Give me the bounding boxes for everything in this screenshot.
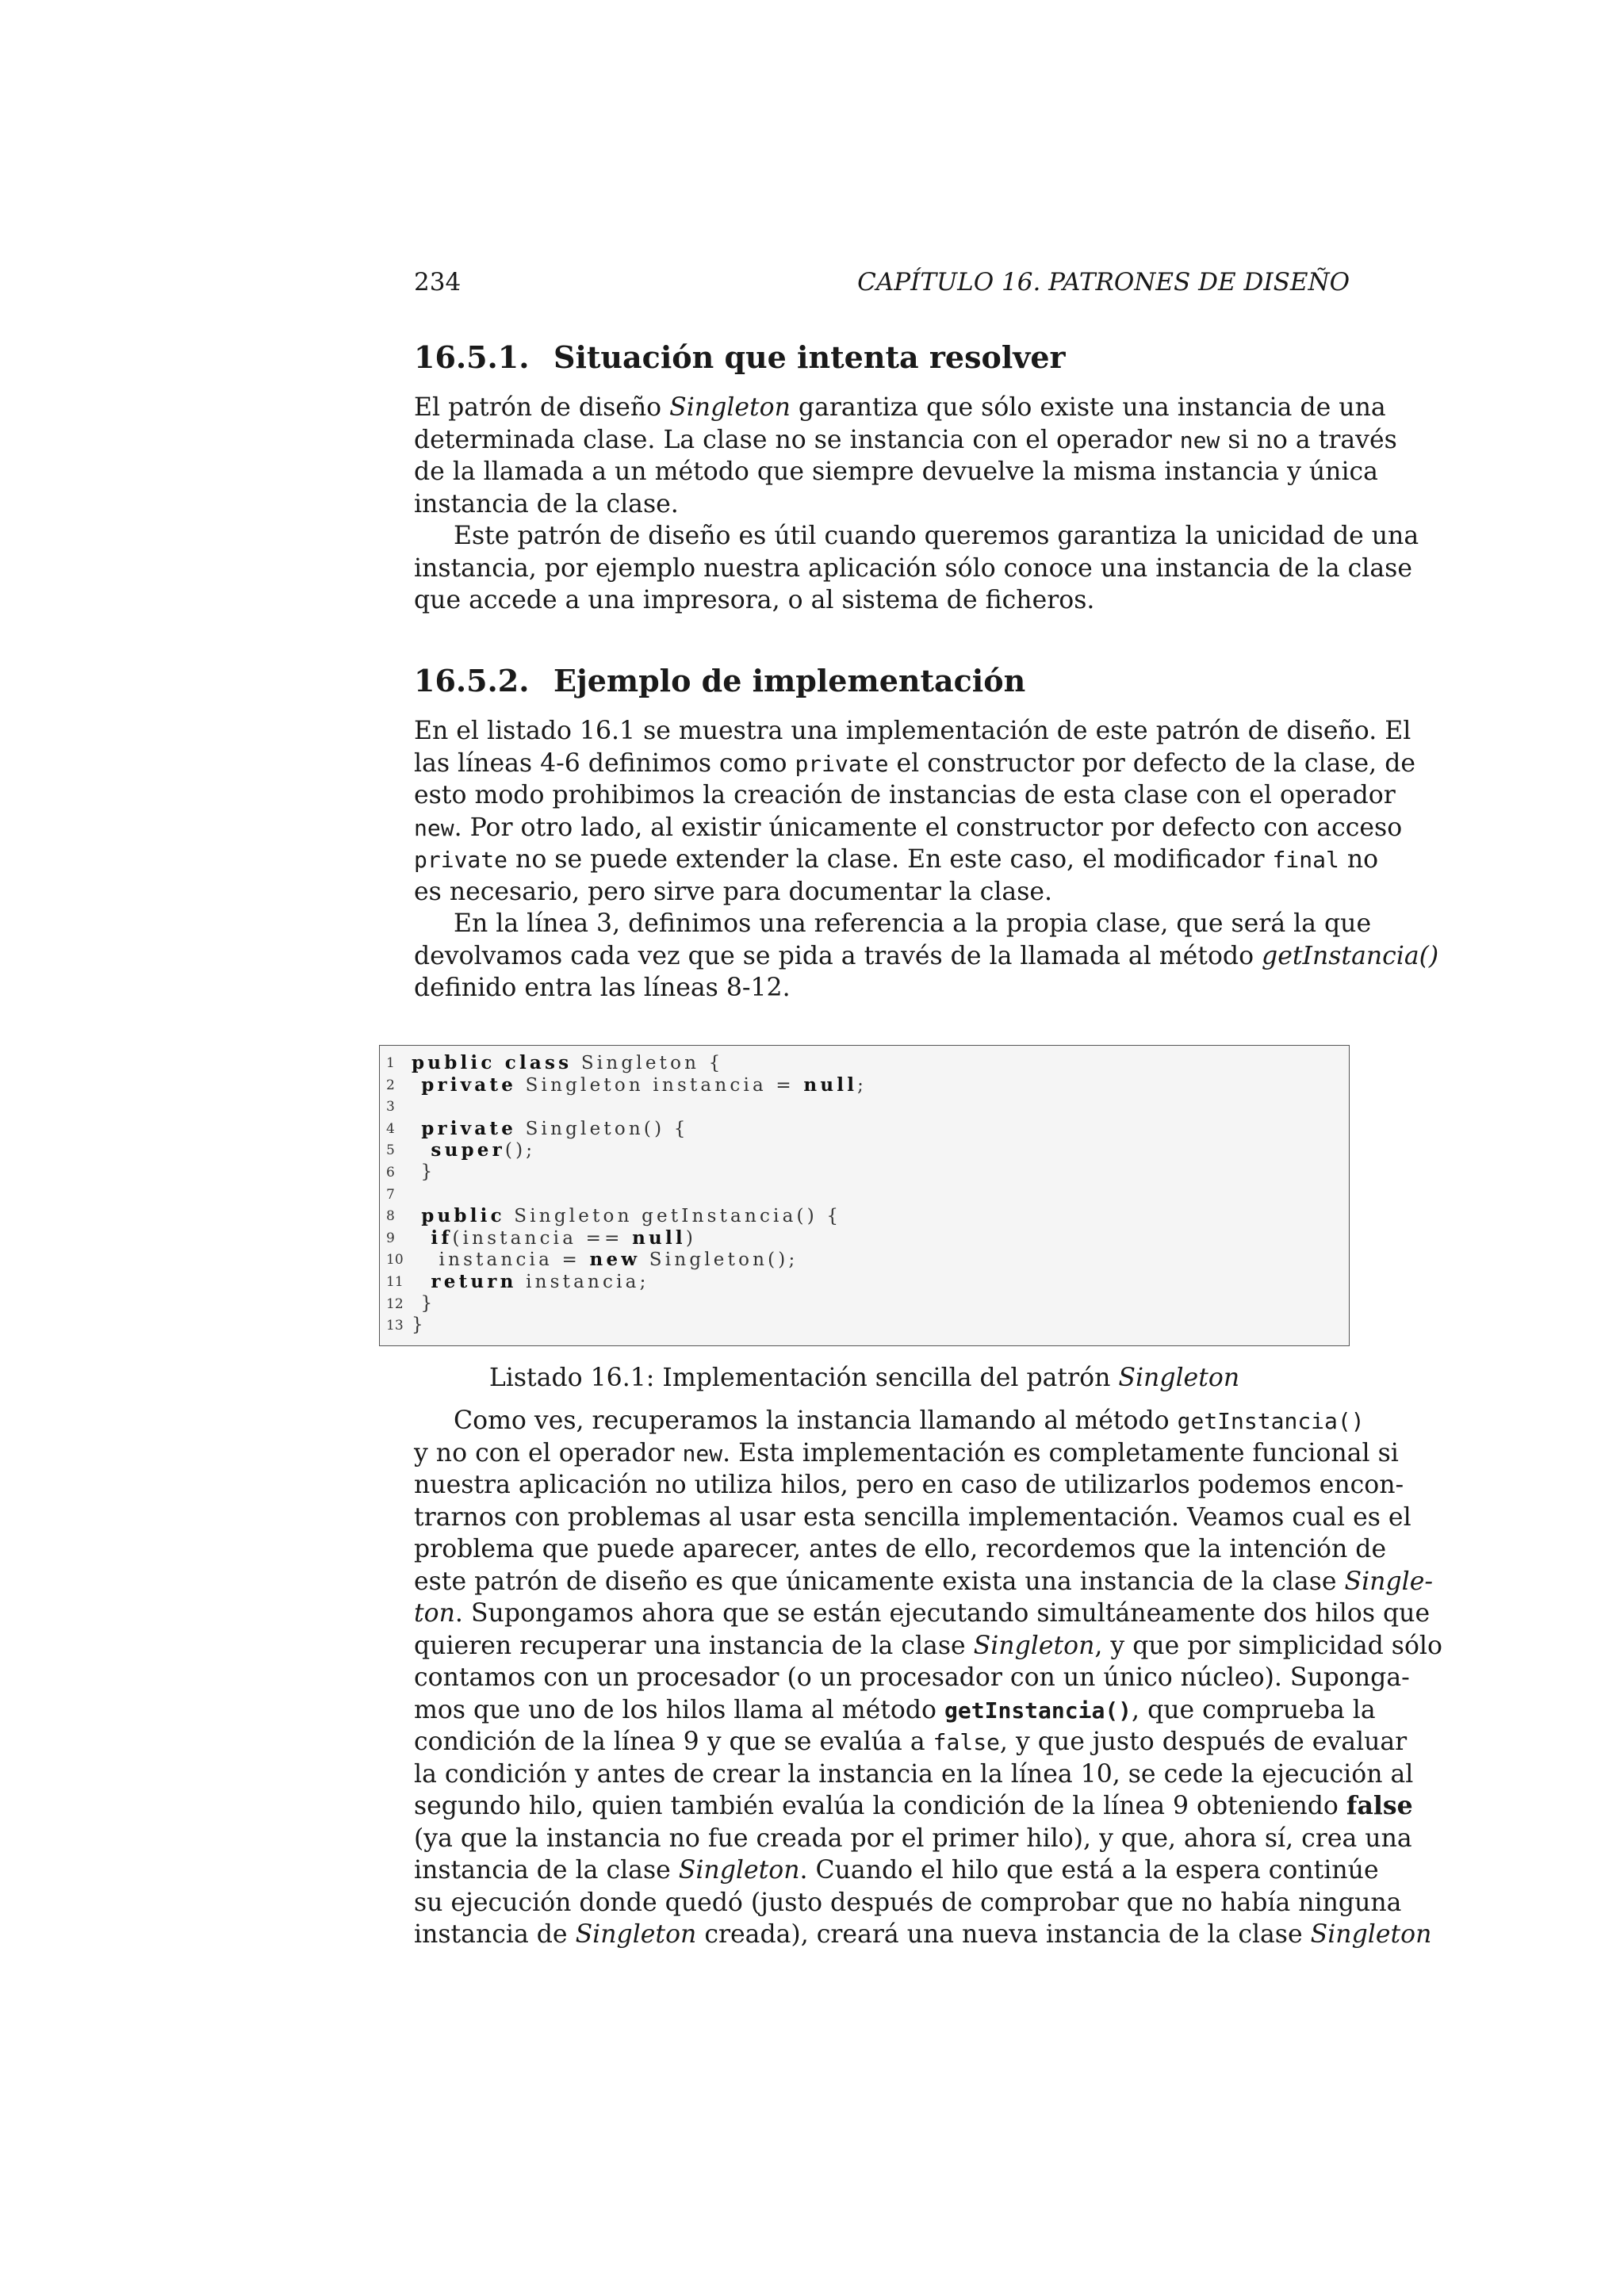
code-text [412,1227,696,1249]
text-run: garantiza que sólo existe una instancia de una [790,393,1386,422]
text-line [414,812,1403,844]
running-header [414,268,1350,303]
section-title: Situación que intenta resolver [553,339,1066,375]
text-line: nuestra aplicación no utiliza hilos, pero en caso de utilizarlos podemos encon- [414,1471,1404,1499]
code-token: Singleton { [572,1053,724,1073]
text-run: El patrón de diseño [414,393,670,422]
text-run-italic: Singleton [669,393,791,422]
text-run: no [1339,845,1379,874]
text-line: instancia, por ejemplo nuestra aplicación sólo conoce una instancia de la clase [414,553,1412,583]
text-run: si no a través [1220,425,1397,454]
code-text [412,1293,435,1314]
paragraph-threading-problem [414,1405,1442,1951]
inline-code: getInstancia() [944,1697,1132,1724]
text-line [414,1726,1408,1758]
page-number: 234 [414,268,462,297]
text-line: contamos con un procesador (o un procesador con un único núcleo). Suponga- [414,1663,1410,1692]
text-line: esto modo prohibimos la creación de instancias de esta clase con el operador [414,781,1396,809]
section-heading-16-5-1 [414,339,1066,375]
text-run: creada), creará una nueva instancia de la clase [696,1920,1311,1949]
text-line [414,392,1386,424]
text-line [414,940,1439,973]
code-token: (); [504,1140,536,1161]
line-number: 5 [386,1142,395,1159]
code-text [412,1249,798,1270]
code-keyword: new [589,1249,641,1271]
text-line: problema que puede aparecer, antes de ello, recordemos que la intención de [414,1535,1387,1563]
code-token: instancia = [412,1249,590,1271]
code-token: } [412,1292,436,1314]
text-run: el constructor por defecto de la clase, de [888,748,1416,778]
inline-code: new [1179,427,1220,453]
text-run: este patrón de diseño es que únicamente exista una instancia de la clase [414,1567,1345,1596]
text-line [414,1790,1413,1823]
code-text [412,1074,867,1096]
paragraph-implementation [414,715,1416,908]
text-line [414,1630,1442,1663]
text-run-italic: Singleton [1310,1920,1432,1949]
text-line [414,424,1397,457]
code-token: ) [685,1227,697,1249]
text-run: devolvamos cada vez que se pida a través de la llamada al método [414,941,1262,970]
text-line [414,1694,1376,1727]
chapter-title: CAPÍTULO 16. PATRONES DE DISEÑO [857,268,1350,297]
text-run: . Esta implementación es completamente funcional si [722,1438,1399,1468]
inline-code: false [933,1729,1000,1755]
code-token: Singleton() { [516,1118,689,1139]
code-text [412,1118,689,1139]
line-number: 4 [386,1120,395,1137]
code-keyword: private [412,1073,517,1096]
caption-text: Listado 16.1: Implementación sencilla del patrón [488,1364,1119,1392]
inline-code: new [414,814,454,841]
line-number: 6 [386,1165,395,1181]
paragraph-singleton-usefulness [414,520,1419,617]
caption-text-italic: Singleton [1118,1364,1240,1392]
text-run: , y que justo después de evaluar [999,1728,1408,1756]
code-text [412,1271,649,1292]
text-run: Como ves, recuperamos la instancia llamando al método [454,1406,1178,1435]
inline-code: final [1272,847,1339,873]
text-run: y no con el operador [414,1438,683,1468]
text-line: la condición y antes de crear la instancia en la línea 10, se cede la ejecución al [414,1759,1414,1789]
text-line: su ejecución donde quedó (justo después de comprobar que no había ninguna [414,1888,1402,1917]
text-run-italic: Singleton [678,1856,800,1885]
code-token: } [412,1161,436,1182]
text-run: segundo hilo, quien también evalúa la condición de la línea 9 obteniendo [414,1792,1346,1820]
text-run-bold: false [1346,1791,1413,1820]
text-line [414,1566,1433,1598]
text-run-italic: Single- [1344,1567,1433,1596]
line-number: 11 [386,1274,404,1290]
text-run-italic: Singleton [973,1631,1095,1660]
code-keyword: public [412,1205,505,1227]
text-run: instancia de [414,1920,576,1949]
text-line [414,1919,1432,1951]
code-listing [379,1045,1350,1346]
text-line: instancia de la clase. [414,489,679,519]
code-text [412,1161,435,1182]
paragraph-reference [414,908,1439,1004]
section-number: 16.5.1. [414,339,530,375]
text-run: . Por otro lado, al existir únicamente el constructor por defecto con acceso [454,813,1403,842]
code-keyword: if [412,1226,453,1249]
text-run: condición de la línea 9 y que se evalúa a [414,1728,933,1756]
text-line [414,1437,1399,1470]
code-keyword: private [412,1117,517,1139]
code-text [412,1205,841,1226]
code-token: } [412,1314,427,1336]
text-run: instancia de la clase [414,1856,679,1885]
text-line [414,748,1416,780]
text-line: trarnos con problemas al usar esta sencilla implementación. Veamos cual es el [414,1502,1411,1532]
code-token: Singleton instancia = [516,1074,804,1096]
code-keyword: public class [412,1052,573,1073]
code-text [412,1139,535,1161]
text-line: que accede a una impresora, o al sistema de ficheros. [414,586,1095,614]
inline-code: private [795,750,889,777]
text-run: las líneas 4-6 definimos como [414,748,795,778]
text-line: Este patrón de diseño es útil cuando queremos garantiza la unicidad de una [454,522,1419,550]
text-run: . Supongamos ahora que se están ejecutando simultáneamente dos hilos que [454,1599,1431,1628]
text-run: , que comprueba la [1132,1695,1376,1724]
line-number: 1 [386,1055,395,1071]
text-line: En la línea 3, definimos una referencia a la propia clase, que será la que [454,909,1372,938]
section-title: Ejemplo de implementación [553,663,1026,698]
line-number: 8 [386,1208,395,1225]
code-text [412,1314,427,1335]
paragraph-singleton-intro [414,392,1397,520]
section-heading-16-5-2 [414,663,1025,698]
code-token: ; [857,1074,868,1096]
text-run-italic: Singleton [575,1920,697,1949]
inline-code: getInstancia() [1177,1408,1365,1434]
code-keyword: null [632,1226,686,1249]
listing-caption [379,1364,1350,1392]
text-run-italic: getInstancia() [1262,941,1439,970]
code-keyword: super [412,1139,505,1161]
inline-code: private [414,847,508,873]
code-token: Singleton(); [640,1249,799,1271]
line-number: 10 [386,1252,404,1269]
line-number: 2 [386,1077,395,1093]
text-line [414,1854,1379,1887]
code-token: Singleton getInstancia() { [504,1206,842,1227]
code-token: instancia; [516,1272,649,1292]
text-run: no se puede extender la clase. En este caso, el modificador [508,845,1273,874]
code-keyword: return [412,1271,517,1292]
section-number: 16.5.2. [414,663,530,698]
text-run-italic: ton [414,1599,455,1628]
code-text [412,1052,724,1073]
line-number: 3 [386,1099,395,1115]
code-keyword: null [803,1073,858,1096]
text-line [414,1598,1431,1630]
text-line [414,1405,1365,1437]
text-line: de la llamada a un método que siempre devuelve la misma instancia y única [414,457,1378,486]
text-line: es necesario, pero sirve para documentar la clase. [414,877,1053,906]
line-number: 13 [386,1318,404,1334]
text-run: quieren recuperar una instancia de la clase [414,1631,974,1660]
text-run: . Cuando el hilo que está a la espera continúe [799,1856,1379,1885]
text-line [414,844,1379,876]
text-line: En el listado 16.1 se muestra una implementación de este patrón de diseño. El [414,717,1411,745]
line-number: 7 [386,1186,395,1203]
text-run: determinada clase. La clase no se instancia con el operador [414,425,1180,454]
line-number: 12 [386,1295,404,1312]
text-run: , y que por simplicidad sólo [1094,1631,1442,1660]
inline-code: new [682,1440,723,1467]
code-token: (instancia == [452,1227,633,1249]
text-run: mos que uno de los hilos llama al método [414,1695,945,1724]
text-line: (ya que la instancia no fue creada por el primer hilo), y que, ahora sí, crea una [414,1823,1412,1853]
line-number: 9 [386,1230,395,1246]
text-line: definido entra las líneas 8-12. [414,974,791,1002]
